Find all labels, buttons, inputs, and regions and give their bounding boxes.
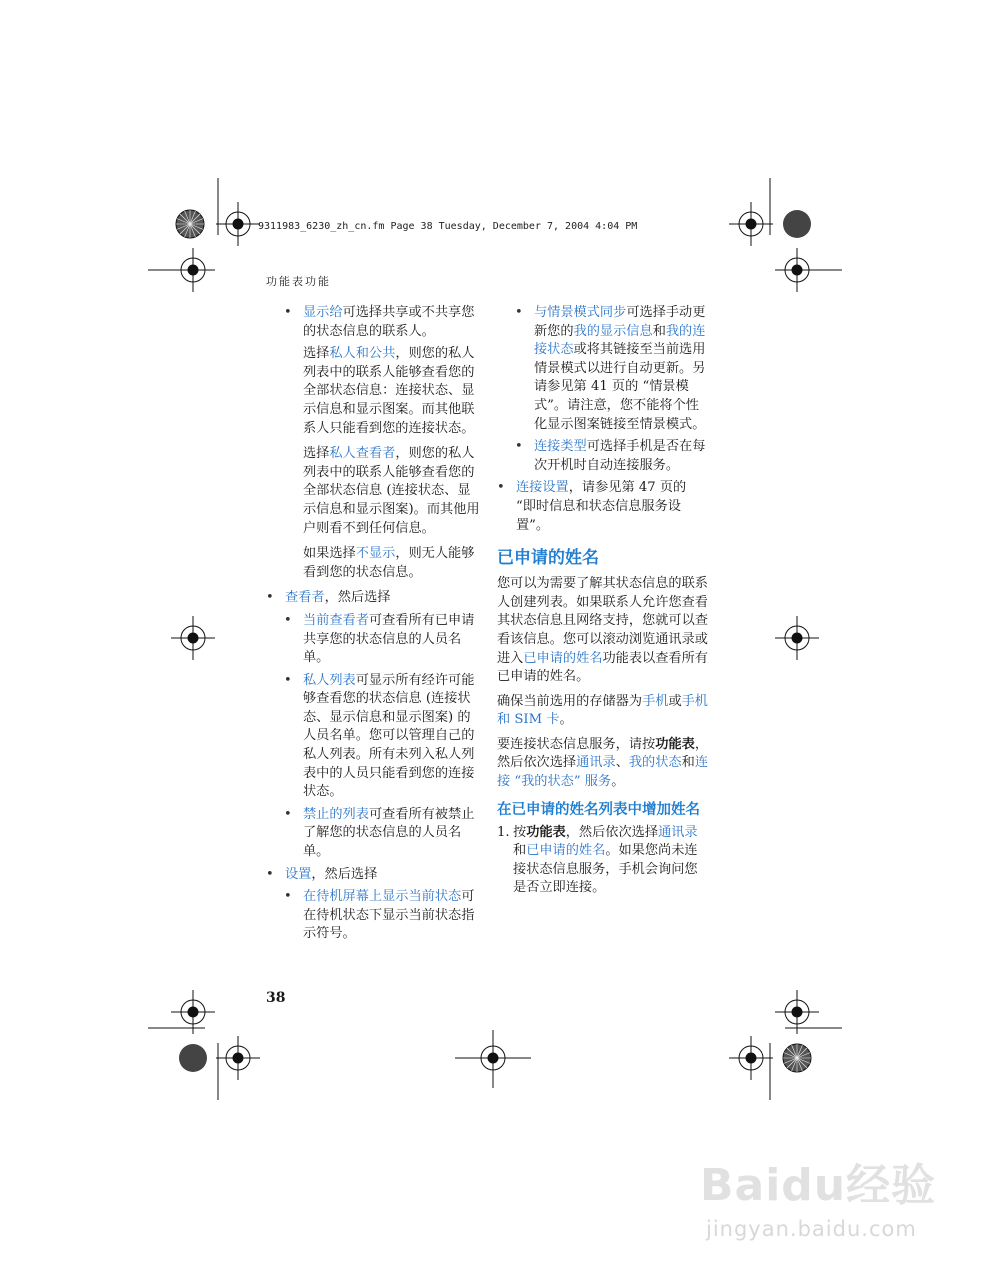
- link-connection-type[interactable]: 连接类型: [534, 439, 587, 455]
- section-header: 功能表功能: [266, 275, 331, 288]
- text: 您可以为需要了解其状态信息的联系人创建列表。如果联系人允许您查看其状态信息且网络支持，您就可以查看该信息。您可以滚动浏览通讯录或进入: [497, 576, 708, 666]
- text: 选择: [303, 346, 330, 362]
- list-item-blocked-list: [266, 806, 481, 862]
- step-1: [497, 824, 709, 898]
- text: ，然后依次选择: [497, 736, 708, 771]
- text: 或将其链接至当前选用情景模式以进行自动更新。另请参见第 41 页的 “情景模式”。请注意，您不能将个性化显示图案链接至情景模式。: [534, 342, 706, 432]
- link-my-connection-status[interactable]: 我的连接状态: [534, 323, 706, 358]
- item-text: ，请参见第 47 页的 “即时信息和状态信息服务设置”。: [516, 480, 687, 533]
- text: 和: [652, 323, 666, 339]
- watermark-site: jingyan.baidu.com: [706, 1217, 917, 1241]
- bold-menu: 功能表: [655, 736, 695, 752]
- link-requested-names[interactable]: 已申请的姓名: [526, 843, 606, 859]
- item-text: ，然后选择: [324, 590, 391, 606]
- link-phone[interactable]: 手机: [642, 693, 669, 709]
- list-item-settings: [266, 866, 481, 885]
- watermark-logo: Baidu经验: [700, 1160, 937, 1211]
- link-display-to[interactable]: 显示给: [303, 305, 343, 320]
- item-text: 可在待机状态下显示当前状态指示符号。: [303, 889, 475, 942]
- text: ，则您的私人列表中的联系人能够查看您的全部状态信息：连接状态、显示信息和显示图案。而其他联系人只能看到您的连接状态。: [303, 346, 475, 436]
- link-contacts[interactable]: 通讯录: [576, 755, 616, 771]
- link-contacts[interactable]: 通讯录: [658, 824, 698, 840]
- list-item-connection-type: [497, 438, 709, 475]
- text: 要连接状态信息服务，请按: [497, 736, 656, 752]
- text: 、: [615, 755, 629, 771]
- bold-menu: 功能表: [526, 824, 566, 840]
- list-item-current-viewers: [266, 612, 481, 668]
- page-number: 38: [266, 990, 286, 1006]
- left-column: [266, 304, 481, 948]
- list-item-sync-profile: [497, 304, 709, 434]
- item-text: 可查看所有已申请共享您的状态信息的人员名单。: [303, 612, 475, 666]
- list-item-connection-settings: [497, 479, 709, 535]
- item-text: ，然后选择: [311, 866, 378, 882]
- watermark: [700, 1135, 980, 1265]
- link-my-display-info[interactable]: 我的显示信息: [573, 323, 653, 339]
- link-private-public[interactable]: 私人和公共: [329, 346, 396, 362]
- link-hide[interactable]: 不显示: [355, 546, 396, 562]
- item-text: 可选择手机是否在每次开机时自动连接服务。: [534, 439, 706, 473]
- link-phone-and-sim[interactable]: 手机和 SIM 卡: [497, 693, 708, 728]
- file-info-line: 9311983_6230_zh_cn.fm Page 38 Tuesday, December 7, 2004 4:04 PM: [258, 221, 638, 232]
- link-requested-names[interactable]: 已申请的姓名: [523, 650, 603, 666]
- link-blocked-list[interactable]: 禁止的列表: [303, 806, 369, 822]
- item-text: 可查看所有被禁止了解您的状态信息的人员名单。: [303, 806, 475, 860]
- link-sync-profile[interactable]: 与情景模式同步: [534, 305, 627, 320]
- text: 。: [611, 774, 625, 790]
- paragraph-connect: [497, 736, 709, 792]
- link-connection-settings[interactable]: 连接设置: [516, 480, 569, 496]
- paragraph-memory: [497, 693, 709, 730]
- paragraph-requested-intro: [497, 575, 709, 687]
- item-text: 可显示所有经许可能够查看您的状态信息 (连接状态、显示信息和显示图案) 的人员名单。您可以管理自己的私人列表。所有未列入私人列表中的人员只能看到您的连接状态。: [303, 672, 475, 800]
- text: 和: [513, 843, 527, 859]
- text: ，则您的私人列表中的联系人能够查看您的全部状态信息 (连接状态、显示信息和显示图案)。而其他用户则看不到任何信息。: [303, 446, 480, 536]
- paragraph-hide: [266, 545, 481, 582]
- link-viewers[interactable]: 查看者: [285, 590, 325, 606]
- list-item-viewers: [266, 589, 481, 608]
- link-private-list[interactable]: 私人列表: [303, 672, 356, 688]
- list-item-show-status-idle: [266, 888, 481, 944]
- text: 和: [681, 755, 695, 771]
- text: 如果选择: [303, 546, 356, 562]
- text: 选择: [303, 446, 330, 462]
- link-current-viewers[interactable]: 当前查看者: [303, 612, 369, 628]
- text: 确保当前选用的存储器为: [497, 693, 643, 709]
- right-column: [497, 304, 709, 898]
- link-my-status[interactable]: 我的状态: [628, 755, 682, 771]
- list-item-display-to: [266, 304, 481, 341]
- text: 。如果您尚未连接状态信息服务，手机会询问您是否立即连接。: [513, 843, 698, 896]
- link-show-status-idle[interactable]: 在待机屏幕上显示当前状态: [303, 889, 462, 905]
- paragraph-private-viewers: [266, 445, 481, 538]
- text: ，然后依次选择: [565, 824, 659, 840]
- text: 可选择手动更新您的: [534, 305, 706, 339]
- text: 。: [559, 712, 573, 728]
- link-private-viewers[interactable]: 私人查看者: [329, 446, 396, 462]
- heading-requested-names: 已申请的姓名: [497, 548, 599, 569]
- text: 或: [668, 693, 682, 709]
- text: 功能表以查看所有已申请的姓名。: [497, 650, 708, 685]
- subheading-add-name: 在已申请的姓名列表中增加姓名: [497, 801, 700, 818]
- paragraph-private-public: [266, 345, 481, 438]
- text: ，则无人能够看到您的状态信息。: [303, 546, 475, 580]
- link-settings[interactable]: 设置: [285, 866, 312, 882]
- list-item-private-list: [266, 672, 481, 802]
- link-connect-my-status[interactable]: 连接 “我的状态” 服务: [497, 755, 708, 790]
- item-text: 可选择共享或不共享您的状态信息的联系人。: [303, 305, 475, 339]
- step-number: 1.: [497, 824, 510, 840]
- text: 按: [513, 824, 527, 840]
